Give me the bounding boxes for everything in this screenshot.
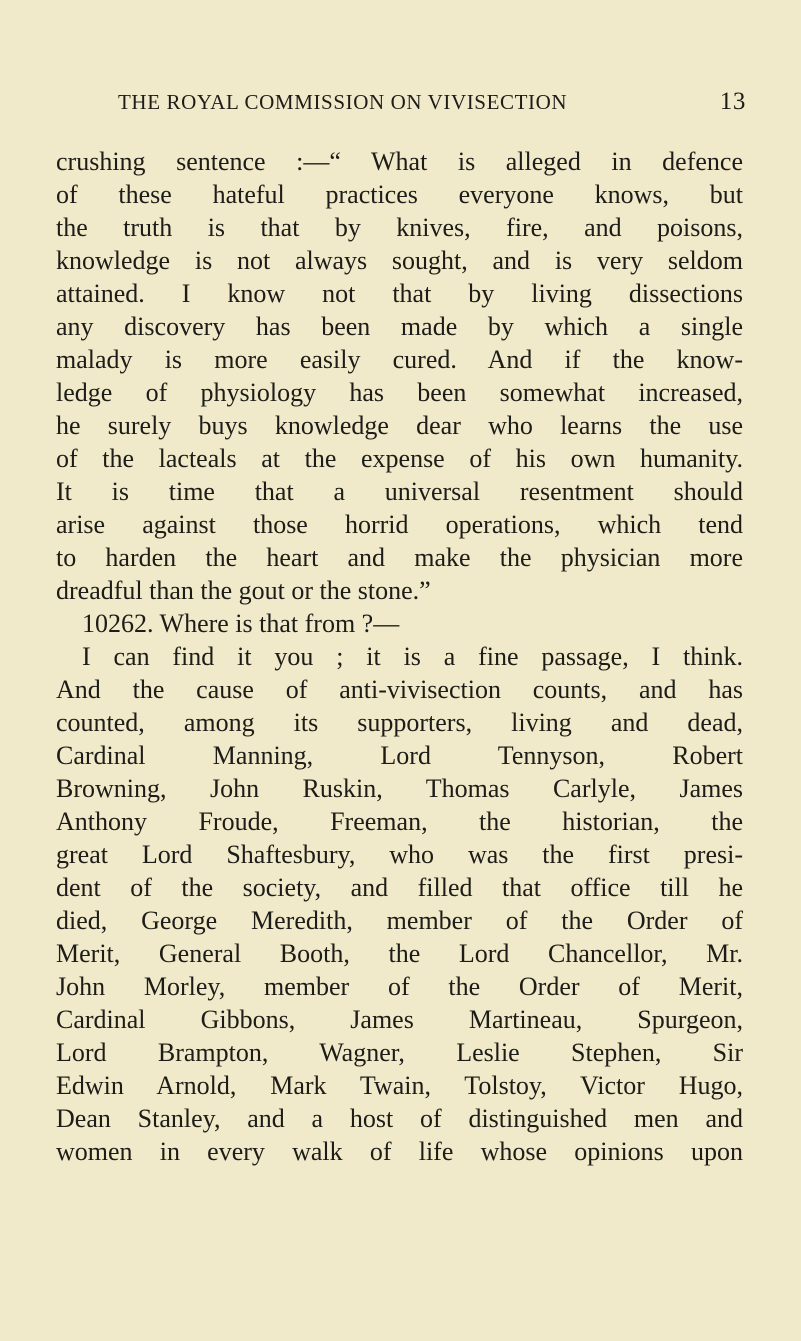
answer-line: I can find it you ; it is a fine passage, I think. — [82, 642, 743, 671]
text-line: any discovery has been made by which a single — [56, 312, 743, 341]
text-line: knowledge is not always sought, and is very seldom — [56, 246, 743, 275]
text-line: he surely buys knowledge dear who learns the use — [56, 411, 743, 440]
text-line: the truth is that by knives, fire, and poisons, — [56, 213, 743, 242]
text-line: Anthony Froude, Freeman, the historian, the — [56, 807, 743, 836]
text-line: women in every walk of life whose opinions upon — [56, 1137, 743, 1166]
page-number: 13 — [719, 88, 746, 115]
text-line: to harden the heart and make the physician more — [56, 543, 743, 572]
text-line: died, George Meredith, member of the Order of — [56, 906, 743, 935]
text-line: Lord Brampton, Wagner, Leslie Stephen, Sir — [56, 1038, 743, 1067]
text-line: of these hateful practices everyone knows, but — [56, 180, 743, 209]
text-line: attained. I know not that by living dissections — [56, 279, 743, 308]
text-line: It is time that a universal resentment should — [56, 477, 743, 506]
text-line: of the lacteals at the expense of his own humanity. — [56, 444, 743, 473]
running-head-title: THE ROYAL COMMISSION ON VIVISECTION — [118, 90, 568, 114]
text-line: arise against those horrid operations, which tend — [56, 510, 743, 539]
text-line: John Morley, member of the Order of Merit, — [56, 972, 743, 1001]
text-line: Browning, John Ruskin, Thomas Carlyle, James — [56, 774, 743, 803]
text-line: ledge of physiology has been somewhat increased, — [56, 378, 743, 407]
text-line: malady is more easily cured. And if the know- — [56, 345, 743, 374]
text-line: great Lord Shaftesbury, who was the first presi- — [56, 840, 743, 869]
text-line: Edwin Arnold, Mark Twain, Tolstoy, Victor Hugo, — [56, 1071, 743, 1100]
question-line: 10262. Where is that from ?— — [82, 609, 400, 638]
text-line: counted, among its supporters, living and dead, — [56, 708, 743, 737]
text-line: dreadful than the gout or the stone.” — [56, 576, 431, 605]
text-line: crushing sentence :—“ What is alleged in defence — [56, 147, 743, 176]
running-head — [118, 90, 746, 120]
text-line: Cardinal Gibbons, James Martineau, Spurgeon, — [56, 1005, 743, 1034]
text-line: dent of the society, and filled that office till he — [56, 873, 743, 902]
text-line: Cardinal Manning, Lord Tennyson, Robert — [56, 741, 743, 770]
text-line: Merit, General Booth, the Lord Chancellor, Mr. — [56, 939, 743, 968]
text-line: And the cause of anti-vivisection counts, and has — [56, 675, 743, 704]
text-line: Dean Stanley, and a host of distinguished men and — [56, 1104, 743, 1133]
